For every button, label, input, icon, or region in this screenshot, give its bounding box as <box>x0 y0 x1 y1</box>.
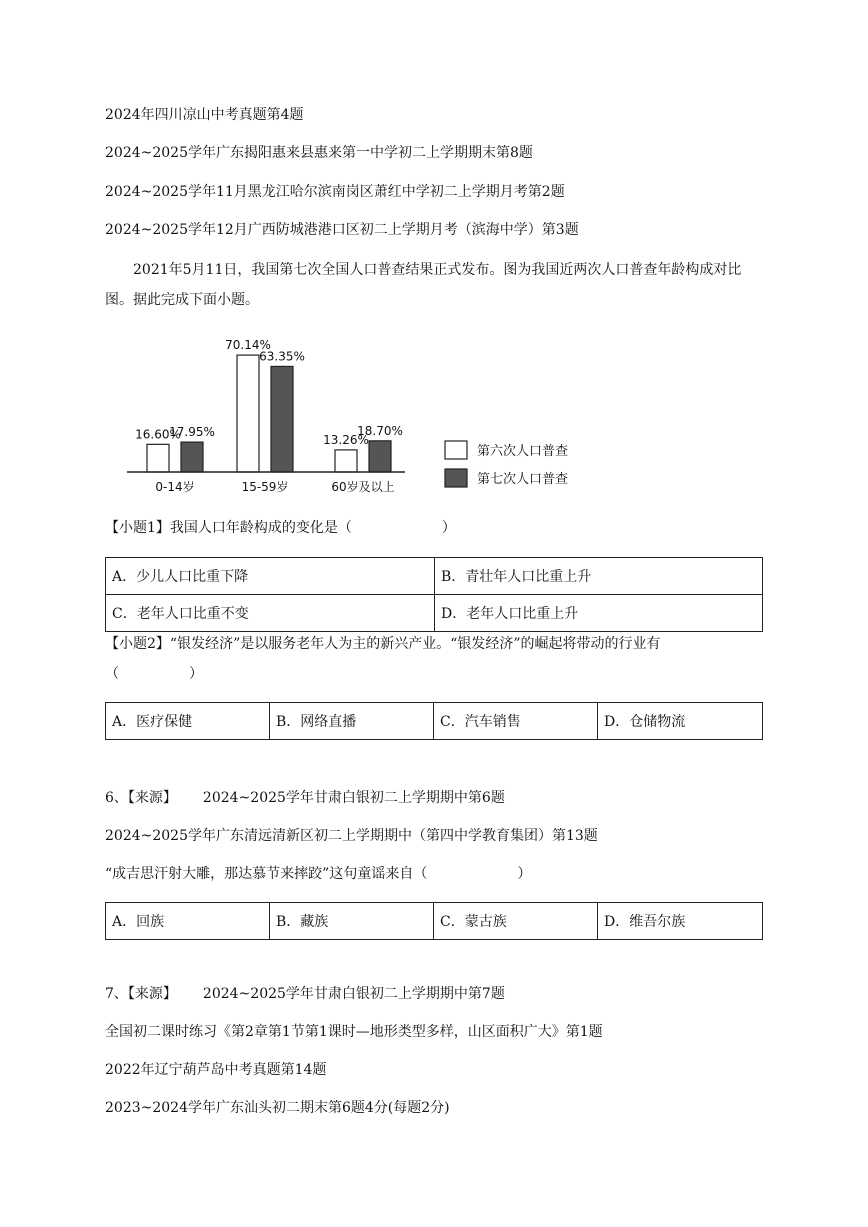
bar-census7-1 <box>271 366 293 472</box>
legend-swatch <box>445 441 467 459</box>
q6-stem-end: ） <box>517 866 532 882</box>
source-line: 2024年四川凉山中考真题第4题 <box>105 107 304 123</box>
q7-source-4: 2023~2024学年广东汕头初二期末第6题4分(每题2分) <box>105 1100 450 1116</box>
q2-option-a[interactable]: A．医疗保健 <box>106 703 270 740</box>
q1-option-c[interactable]: C．老年人口比重不变 <box>106 595 435 632</box>
q6-stem-text: “成吉思汗射大雕，那达慕节来摔跤”这句童谣来自（ <box>105 866 428 882</box>
q7-source-1: 2024~2025学年甘肃白银初二上学期期中第7题 <box>202 986 505 1002</box>
bar-census7-2 <box>369 441 391 472</box>
q1-option-d[interactable]: D．老年人口比重上升 <box>435 595 763 632</box>
q6-stem <box>105 864 531 884</box>
q1-stem-text: 【小题1】我国人口年龄构成的变化是（ <box>105 520 352 536</box>
q7-source-2: 全国初二课时练习《第2章第1节第1课时—地形类型多样，山区面积广大》第1题 <box>105 1024 603 1040</box>
bar-value-label: 18.70% <box>357 423 403 438</box>
bar-census6-2 <box>335 450 357 472</box>
q2-options <box>105 702 763 740</box>
q6-source-label: 6、【来源】 <box>105 790 177 806</box>
q2-stem: 【小题2】“银发经济”是以服务老年人为主的新兴产业。“银发经济”的崛起将带动的行业有 <box>105 636 661 652</box>
bar-value-label: 70.14% <box>225 338 271 353</box>
q2-option-c[interactable]: C．汽车销售 <box>434 703 598 740</box>
category-label: 15-59岁 <box>241 480 289 494</box>
q1-stem-end: ） <box>441 520 456 536</box>
bar-value-label: 63.35% <box>259 349 305 364</box>
source-line: 2024~2025学年广东揭阳惠来县惠来第一中学初二上学期期末第8题 <box>105 145 533 161</box>
bar-value-label: 16.60% <box>135 427 181 442</box>
q2-option-b[interactable]: B．网络直播 <box>270 703 434 740</box>
category-label: 0-14岁 <box>155 480 195 494</box>
q6-source-2: 2024~2025学年广东清远清新区初二上学期期中（第四中学教育集团）第13题 <box>105 828 598 844</box>
q2-option-d[interactable]: D．仓储物流 <box>598 703 763 740</box>
source-line: 2024~2025学年12月广西防城港港口区初二上学期月考（滨海中学）第3题 <box>105 222 579 238</box>
legend-label: 第七次人口普查 <box>477 472 569 487</box>
q2-paren: （ ） <box>105 666 203 682</box>
bar-census6-0 <box>147 444 169 472</box>
q1-option-a[interactable]: A．少儿人口比重下降 <box>106 558 435 595</box>
q6-source <box>105 788 505 808</box>
q6-option-c[interactable]: C．蒙古族 <box>434 903 598 940</box>
q6-option-a[interactable]: A．回族 <box>106 903 270 940</box>
bar-census7-0 <box>181 442 203 472</box>
category-label: 60岁及以上 <box>331 480 395 494</box>
q1-options <box>105 557 763 632</box>
q7-source-label: 7、【来源】 <box>105 986 177 1002</box>
age-structure-chart <box>105 322 595 500</box>
source-line: 2024~2025学年11月黑龙江哈尔滨南岗区萧红中学初二上学期月考第2题 <box>105 184 565 200</box>
bar-value-label: 17.95% <box>169 425 215 440</box>
legend-swatch <box>445 469 467 487</box>
q6-options <box>105 902 763 940</box>
q7-source <box>105 984 505 1004</box>
q6-source-1: 2024~2025学年甘肃白银初二上学期期中第6题 <box>202 790 505 806</box>
legend-label: 第六次人口普查 <box>477 444 569 459</box>
intro-paragraph: 2021年5月11日，我国第七次全国人口普查结果正式发布。图为我国近两次人口普查年龄构成对比图。据此完成下面小题。 <box>105 262 742 308</box>
bar-census6-1 <box>237 355 259 472</box>
bar-value-label: 13.26% <box>323 432 369 447</box>
q1-stem <box>105 518 456 538</box>
q6-option-d[interactable]: D．维吾尔族 <box>598 903 763 940</box>
q7-source-3: 2022年辽宁葫芦岛中考真题第14题 <box>105 1062 327 1078</box>
q6-option-b[interactable]: B．藏族 <box>270 903 434 940</box>
q1-option-b[interactable]: B．青壮年人口比重上升 <box>435 558 763 595</box>
